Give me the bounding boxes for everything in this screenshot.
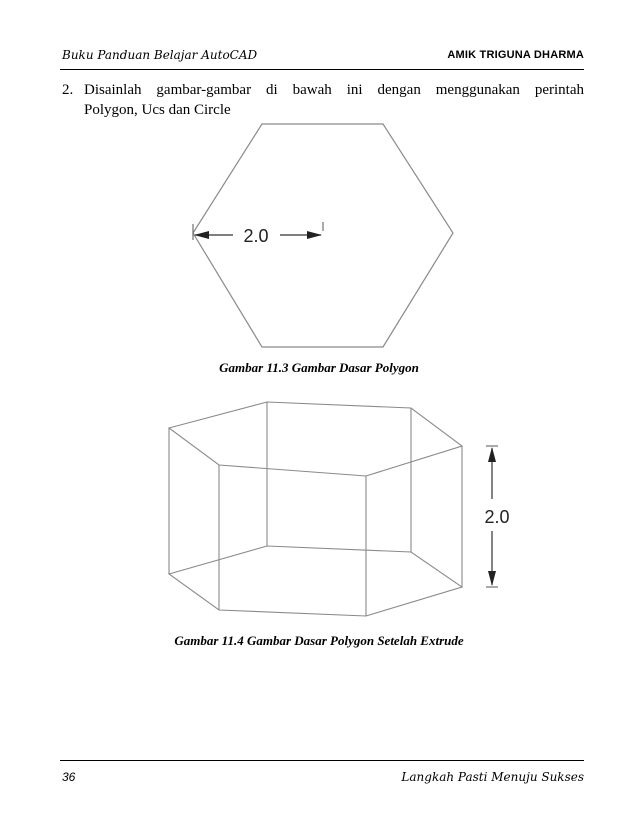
figure-caption-11-4: Gambar 11.4 Gambar Dasar Polygon Setelah Extrude bbox=[174, 633, 464, 648]
hexagon-figure bbox=[185, 118, 460, 358]
footer-page-number: 36 bbox=[62, 770, 76, 784]
exercise-number: 2. bbox=[62, 82, 74, 98]
exercise-item bbox=[62, 80, 584, 120]
exercise-text-line1: Disainlah gambar-gambar di bawah ini dengan menggunakan perintah bbox=[84, 82, 584, 98]
prism-dimension-label: 2.0 bbox=[484, 507, 510, 527]
prism-dimension-arrowhead-top bbox=[488, 447, 496, 462]
prism-figure bbox=[160, 396, 530, 626]
prism-dimension-arrowhead-bottom bbox=[488, 571, 496, 586]
exercise-text-line2: Polygon, Ucs dan Circle bbox=[84, 102, 231, 118]
dimension-arrowhead-right bbox=[307, 231, 322, 239]
hexagon-dimension-label: 2.0 bbox=[243, 226, 269, 246]
header-book-title: Buku Panduan Belajar AutoCAD bbox=[62, 48, 258, 62]
prism-bottom-face bbox=[169, 546, 462, 616]
header-divider bbox=[60, 69, 584, 70]
footer-motto: Langkah Pasti Menuju Sukses bbox=[401, 770, 584, 784]
prism-top-face bbox=[169, 402, 462, 476]
figure-caption-11-3: Gambar 11.3 Gambar Dasar Polygon bbox=[219, 360, 419, 375]
header-institution: AMIK TRIGUNA DHARMA bbox=[447, 49, 584, 61]
footer-divider bbox=[60, 760, 584, 761]
